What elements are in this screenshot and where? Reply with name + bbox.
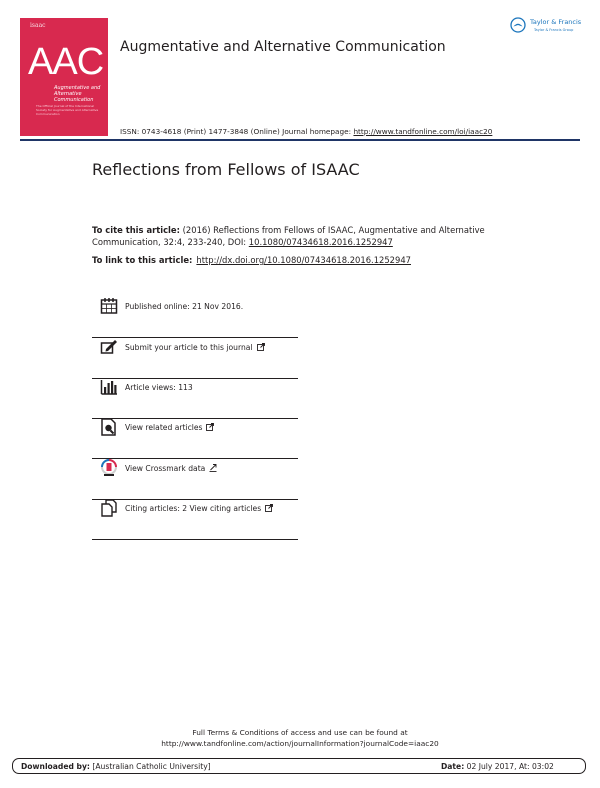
citation — [92, 224, 532, 248]
downloaded-by — [21, 762, 211, 771]
external-link-icon — [206, 423, 214, 431]
related-articles-link[interactable] — [125, 423, 214, 432]
downloaded-by-value: [Australian Catholic University] — [89, 762, 211, 771]
search-document-icon — [100, 418, 118, 436]
article-views-text: Article views: 113 — [125, 383, 193, 392]
submit-article-label: Submit your article to this journal — [125, 343, 253, 352]
external-link-icon — [257, 343, 265, 351]
cite-label: To cite this article: — [92, 225, 180, 235]
publisher-logo-icon — [510, 17, 526, 33]
download-date-label: Date: — [441, 762, 465, 771]
cover-fine-print: The Official Journal of the International Society for Augmentative and Alternative Communication — [36, 104, 99, 116]
submit-article-link[interactable] — [125, 343, 265, 352]
publisher-name: Taylor & Francis — [530, 18, 582, 26]
terms-url[interactable]: http://www.tandfonline.com/action/journalInformation?journalCode=iaac20 — [161, 739, 439, 748]
journal-name: Augmentative and Alternative Communication — [120, 39, 446, 55]
download-date — [441, 762, 554, 771]
article-title: Reflections from Fellows of ISAAC — [92, 160, 360, 179]
article-link[interactable]: http://dx.doi.org/10.1080/07434618.2016.1252947 — [196, 255, 411, 265]
cover-abbrev: AAC — [28, 41, 104, 83]
terms-notice — [0, 727, 600, 749]
published-online-text: Published online: 21 Nov 2016. — [125, 302, 244, 311]
link-label: To link to this article: — [92, 255, 193, 265]
crossmark-icon — [100, 459, 118, 477]
citing-articles-label: Citing articles: 2 View citing articles — [125, 504, 262, 513]
downloaded-by-label: Downloaded by: — [21, 762, 90, 771]
crossmark-link[interactable] — [125, 464, 217, 473]
article-views-row — [92, 378, 298, 419]
terms-line: Full Terms & Conditions of access and use can be found at — [192, 728, 408, 737]
download-info-bar — [12, 758, 586, 774]
publisher-logo — [510, 15, 582, 37]
citing-documents-icon — [100, 499, 118, 517]
cite-text: (2016) Reflections from Fellows of ISAAC, Augmentative and Alternative Communication, 32:4, 233-240, DOI: — [92, 225, 485, 247]
published-online-row — [92, 297, 298, 338]
related-articles-row[interactable] — [92, 418, 298, 459]
external-link-icon — [265, 504, 273, 512]
citing-articles-link[interactable] — [125, 504, 273, 513]
issn-line — [120, 127, 492, 136]
crossmark-label: View Crossmark data — [125, 464, 206, 473]
citing-articles-row[interactable] — [92, 499, 298, 540]
cover-logo-text: isaac — [30, 22, 46, 29]
article-link-line — [92, 255, 411, 265]
related-articles-label: View related articles — [125, 423, 203, 432]
publisher-tagline: Taylor & Francis Group — [534, 28, 574, 32]
edit-icon — [100, 338, 118, 356]
external-link-icon — [209, 464, 217, 472]
journal-homepage-link[interactable]: http://www.tandfonline.com/loi/iaac20 — [353, 127, 493, 136]
bar-chart-icon — [100, 378, 118, 396]
crossmark-row[interactable] — [92, 459, 298, 500]
submit-article-row[interactable] — [92, 338, 298, 379]
download-date-value: 02 July 2017, At: 03:02 — [464, 762, 554, 771]
issn-text: ISSN: 0743-4618 (Print) 1477-3848 (Online) Journal homepage: — [120, 127, 354, 136]
journal-cover — [20, 18, 108, 136]
doi-link[interactable]: 10.1080/07434618.2016.1252947 — [248, 237, 393, 247]
calendar-icon — [100, 297, 118, 315]
header-divider — [20, 139, 580, 141]
cover-journal-name: Augmentative and Alternative Communication — [54, 85, 101, 103]
